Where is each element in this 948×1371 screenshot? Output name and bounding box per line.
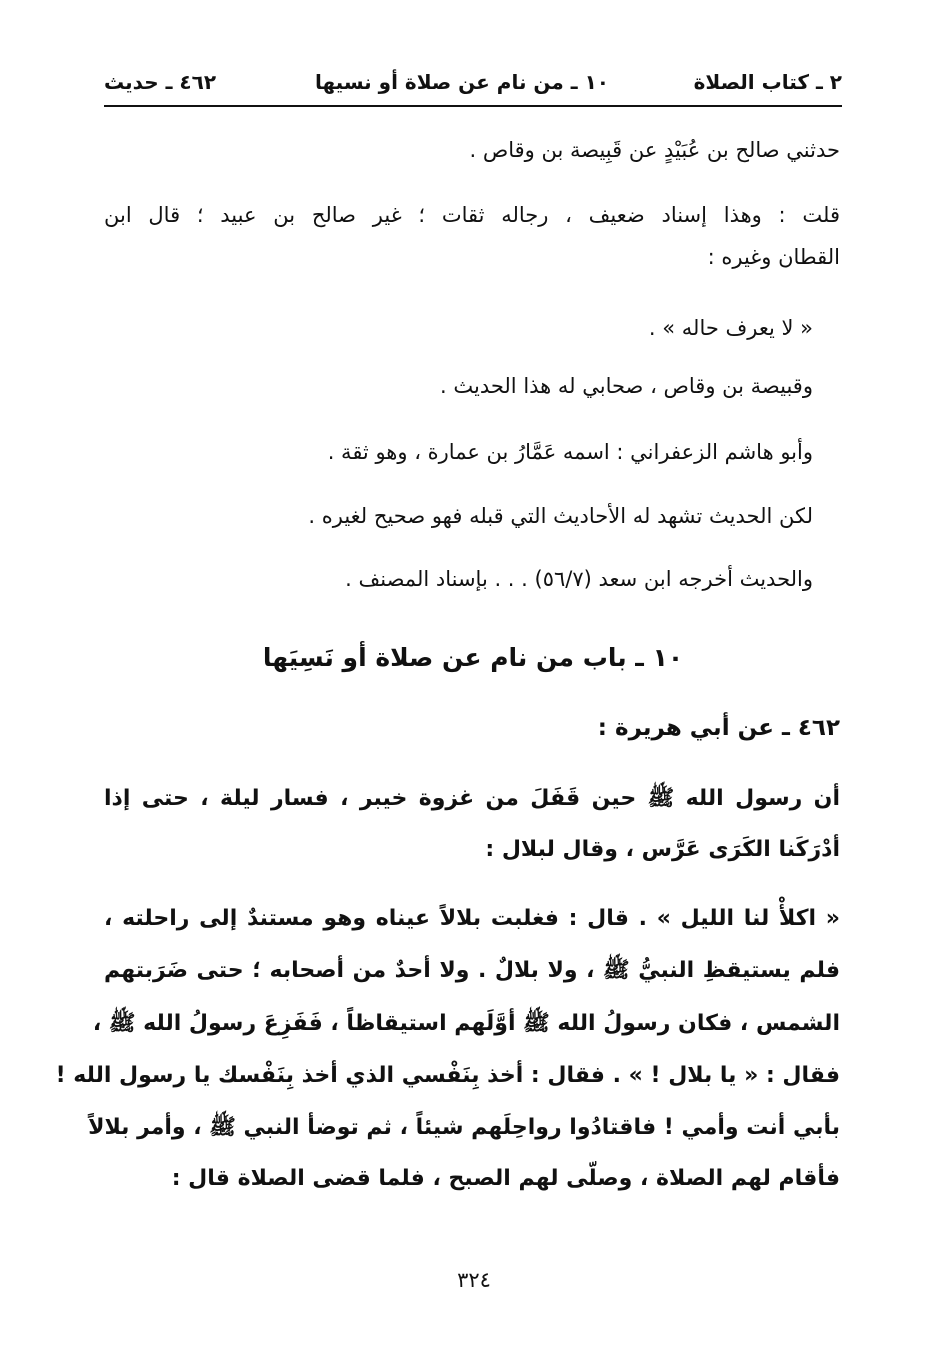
text-line-8: والحديث أخرجه ابن سعد (٥٦/٧) . . . بإسناد المصنف . <box>345 567 813 591</box>
header-book-title: ٢ ـ كتاب الصلاة <box>693 70 842 94</box>
text-line-1: حدثني صالح بن عُبَيْدٍ عن قَبِيصة بن وقاص . <box>469 138 840 162</box>
hadith-line-2: أدْرَكَنا الكَرَى عَرَّس ، وقال لبلال : <box>485 837 840 862</box>
hadith-line-1: أن رسول الله ﷺ حين قَفَلَ من غزوة خيبر ، فسار ليلة ، حتى إذا <box>104 786 840 811</box>
header-chapter-title: ١٠ ـ من نام عن صلاة أو نسيها <box>314 70 609 94</box>
chapter-heading: ١٠ ـ باب من نام عن صلاة أو نَسِيَها <box>262 643 684 672</box>
page-number: ٣٢٤ <box>457 1268 491 1292</box>
hadith-line-4: فلم يستيقظِ النبيُّ ﷺ ، ولا بلالٌ . ولا أحدٌ من أصحابه ؛ حتى ضَرَبتهم <box>104 958 840 983</box>
hadith-line-5: الشمس ، فكان رسولُ الله ﷺ أوَّلَهم استيقاظاً ، فَفَزِعَ رسولُ الله ﷺ ، <box>92 1011 840 1036</box>
hadith-line-6: فقال : « يا بلال ! » . فقال : أخذ بِنَفْسي الذي أخذ بِنَفْسك يا رسول الله ! <box>55 1063 840 1088</box>
text-line-4: « لا يعرف حاله » . <box>648 316 813 340</box>
header-divider <box>104 105 842 107</box>
text-line-6: وأبو هاشم الزعفراني : اسمه عَمَّارُ بن عمارة ، وهو ثقة . <box>327 440 813 464</box>
hadith-line-3: « اكلأْ لنا الليل » . قال : فغلبت بلالاً عيناه وهو مستندٌ إلى راحلته ، <box>104 906 840 931</box>
text-line-2: قلت : وهذا إسناد ضعيف ، رجاله ثقات ؛ غير صالح بن عبيد ؛ قال ابن <box>104 203 840 227</box>
header-hadith-number: ٤٦٢ ـ حديث <box>104 70 217 94</box>
hadith-line-7: بأبي أنت وأمي ! فاقتادُوا رواحِلَهم شيئاً ، ثم توضأ النبي ﷺ ، وأمر بلالاً <box>88 1115 840 1140</box>
text-line-5: وقبيصة بن وقاص ، صحابي له هذا الحديث . <box>440 374 813 398</box>
text-line-3: القطان وغيره : <box>707 245 840 269</box>
hadith-line-8: فأقام لهم الصلاة ، وصلّى لهم الصبح ، فلما قضى الصلاة قال : <box>171 1166 840 1191</box>
running-header <box>104 66 842 106</box>
text-line-7: لكن الحديث تشهد له الأحاديث التي قبله فهو صحيح لغيره . <box>308 504 813 528</box>
hadith-heading: ٤٦٢ ـ عن أبي هريرة : <box>597 715 840 741</box>
